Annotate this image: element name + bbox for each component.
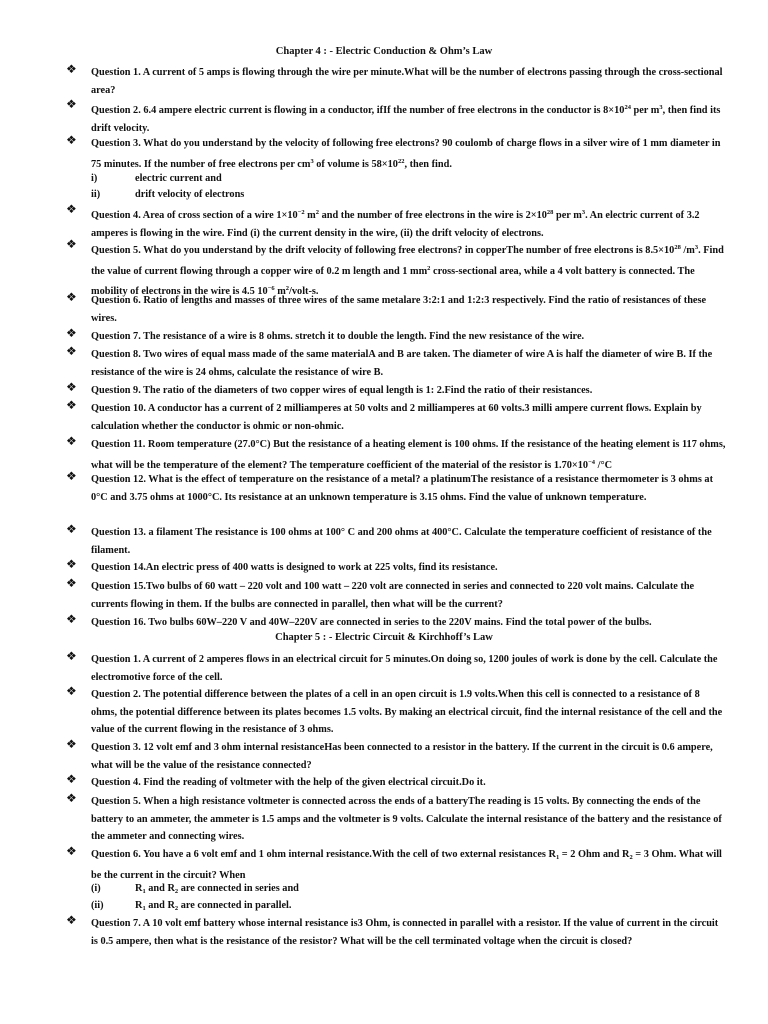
question-text: Question 8. Two wires of equal mass made of the same materialA and B are taken. The diameter of wire A is half the diameter of wire B. If the resistance of the wire is 24 ohms, calculate the resistance of wire B.	[91, 349, 713, 378]
diamond-bullet-icon: ❖	[66, 237, 77, 251]
question-text: Question 16. Two bulbs 60W–220 V and 40W–220V are connected in series to the 220V mains. Find the total power of the bulbs.	[91, 617, 652, 628]
chapter-4-title: Chapter 4 : - Electric Conduction & Ohm’s Law	[275, 46, 493, 57]
ch4-question-14	[66, 559, 726, 577]
ch4-question-4	[66, 204, 726, 242]
diamond-bullet-icon: ❖	[66, 469, 77, 483]
question-text: Question 12. What is the effect of temperature on the resistance of a metal? a platinumThe resistance of a resistance thermometer is 3 ohms at 0°C and 3.75 ohms at 1000°C. Its resistance at an unknown temperature is 3.15 ohms. Find the value of unknown temperature.	[91, 474, 714, 503]
ch4-question-11	[66, 436, 726, 474]
question-text: Question 9. The ratio of the diameters of two copper wires of equal length is 1: 2.Find the ratio of their resistances.	[91, 385, 593, 396]
ch4-q3-part-i: i) electric current and	[91, 173, 222, 184]
diamond-bullet-icon: ❖	[66, 791, 77, 805]
diamond-bullet-icon: ❖	[66, 772, 77, 786]
diamond-bullet-icon: ❖	[66, 290, 77, 304]
ch4-question-9	[66, 382, 726, 400]
diamond-bullet-icon: ❖	[66, 576, 77, 590]
ch4-question-16	[66, 614, 726, 632]
diamond-bullet-icon: ❖	[66, 844, 77, 858]
ch4-q3-part-ii: ii) drift velocity of electrons	[91, 189, 245, 200]
diamond-bullet-icon: ❖	[66, 557, 77, 571]
question-text: Question 10. A conductor has a current of 2 milliamperes at 50 volts and 2 milliamperes at 60 volts.3 milli ampere current flows. Explain by calculation whether the conductor is ohmic or non-ohmic.	[91, 403, 702, 432]
diamond-bullet-icon: ❖	[66, 344, 77, 358]
question-text: Question 1. A current of 2 amperes flows in an electrical circuit for 5 minutes.On doing so, 1200 joules of work is done by the cell. Calculate the electromotive force of the cell.	[91, 654, 718, 683]
diamond-bullet-icon: ❖	[66, 326, 77, 340]
diamond-bullet-icon: ❖	[66, 522, 77, 536]
question-text: Question 5. When a high resistance voltmeter is connected across the ends of a batteryThe reading is 15 volts. By connecting the ends of the battery to an ammeter, the ammeter is 1.5 amps and the voltmeter is 9 volts. Calculate the internal resistance of the battery and the resistance of the ammeter and connecting wires.	[91, 796, 722, 843]
diamond-bullet-icon: ❖	[66, 133, 77, 147]
ch4-question-1	[66, 64, 726, 99]
ch5-q6-part-ii: (ii) $R_1$ and $R_2$ are connected in parallel.	[91, 900, 292, 912]
question-text: Question 15.Two bulbs of 60 watt – 220 volt and 100 watt – 220 volt are connected in series and connected to 220 volt mains. Calculate the currents flowing in them. If the bulbs are connected in parallel, then what will be the current?	[91, 581, 695, 610]
question-text: Question 13. a filament The resistance is 100 ohms at 100° C and 200 ohms at 400°C. Calculate the temperature coefficient of resistance of the filament.	[91, 527, 712, 556]
ch4-question-10	[66, 400, 726, 435]
ch5-q6-part-i: (i) $R_1$ and $R_2$ are connected in series and	[91, 883, 299, 895]
ch4-question-12	[66, 471, 726, 506]
question-text: Question 5. What do you understand by the drift velocity of following free electrons? in copperThe number of free electrons is $8.5\times 10^{28}$ $/m^3$. Find the value of current flowing through a copper wire of 0.2 m length and 1 $mm^2$ cross-sectional area, while a 4 volt battery is connected. The mobility of electrons in the wire is 4.5 $10^{-6}$ $m^2/volt-s$.	[91, 244, 724, 298]
question-text: Question 4. Area of cross section of a wire $1\times 10^{-2}$ $m^2$ and the number of free electrons in the wire is $2\times 10^{28}$ per $m^3$. An electric current of 3.2 amperes is flowing in the wire. Find (i) the current density in the wire, (ii) the drift velocity of electrons.	[91, 209, 700, 239]
question-text: Question 6. Ratio of lengths and masses of three wires of the same metalare 3:2:1 and 1:2:3 respectively. Find the ratio of resistances of these wires.	[91, 295, 707, 324]
question-text: Question 1. A current of 5 amps is flowing through the wire per minute.What will be the number of electrons passing through the cross-sectional area?	[91, 67, 723, 96]
ch5-question-4	[66, 774, 726, 792]
diamond-bullet-icon: ❖	[66, 398, 77, 412]
diamond-bullet-icon: ❖	[66, 913, 77, 927]
diamond-bullet-icon: ❖	[66, 649, 77, 663]
question-text: Question 14.An electric press of 400 watts is designed to work at 225 volts, find its resistance.	[91, 562, 498, 573]
question-text: Question 11. Room temperature (27.0°C) But the resistance of a heating element is 100 ohms. If the resistance of the heating element is 117 ohms, what will be the temperature of the element? The temperature coefficient of the material of the resistor is $1.70\times 10^{-4}$ /°C	[91, 439, 726, 471]
ch4-question-6	[66, 292, 726, 327]
diamond-bullet-icon: ❖	[66, 202, 77, 216]
ch5-question-1	[66, 651, 726, 686]
ch4-question-15	[66, 578, 726, 613]
ch4-question-13	[66, 524, 726, 559]
ch4-question-3	[66, 135, 726, 173]
ch4-question-2	[66, 99, 726, 137]
ch5-question-6	[66, 846, 726, 884]
chapter-5-title: Chapter 5 : - Electric Circuit & Kirchhoff’s Law	[275, 632, 493, 643]
question-text: Question 3. 12 volt emf and 3 ohm internal resistanceHas been connected to a resistor in the battery. If the current in the circuit is 0.6 ampere, what will be the value of the resistance connected?	[91, 742, 713, 771]
diamond-bullet-icon: ❖	[66, 684, 77, 698]
question-text: Question 4. Find the reading of voltmeter with the help of the given electrical circuit.Do it.	[91, 777, 486, 788]
diamond-bullet-icon: ❖	[66, 612, 77, 626]
ch5-question-2	[66, 686, 726, 739]
question-text: Question 3. What do you understand by the velocity of following free electrons? 90 coulomb of charge flows in a silver wire of 1 mm diameter in 75 minutes. If the number of free electrons per $cm^3$ of volume is $58\times 10^{22}$, then find.	[91, 138, 721, 170]
question-text: Question 6. You have a 6 volt emf and 1 ohm internal resistance.With the cell of two external resistances $R_1 = 2$ Ohm and $R_2 = 3$ Ohm. What will be the current in the circuit? When	[91, 849, 722, 881]
ch5-question-7	[66, 915, 726, 950]
question-text: Question 2. The potential difference between the plates of a cell in an open circuit is 1.9 volts.When this cell is connected to a resistance of 8 ohms, the potential difference between its plates becomes 1.5 volts. By making an electrical circuit, find the internal resistance of the cell and the value of the current flowing in the resistance of 3 ohms.	[91, 689, 723, 736]
question-text: Question 7. The resistance of a wire is 8 ohms. stretch it to double the length. Find the new resistance of the wire.	[91, 331, 585, 342]
diamond-bullet-icon: ❖	[66, 737, 77, 751]
diamond-bullet-icon: ❖	[66, 97, 77, 111]
ch4-question-8	[66, 346, 726, 381]
ch5-question-3	[66, 739, 726, 774]
diamond-bullet-icon: ❖	[66, 434, 77, 448]
ch4-question-7	[66, 328, 726, 346]
question-text: Question 7. A 10 volt emf battery whose internal resistance is3 Ohm, is connected in parallel with a resistor. If the value of current in the circuit is 0.5 ampere, then what is the resistance of the resistor? What will be the cell terminated voltage when the circuit is closed?	[91, 918, 719, 947]
diamond-bullet-icon: ❖	[66, 380, 77, 394]
ch5-question-5	[66, 793, 726, 846]
question-text: Question 2. 6.4 ampere electric current is flowing in a conductor, ifIf the number of free electrons in the conductor is $8\times 10^{24}$ per $m^3$, then find its drift velocity.	[91, 104, 721, 134]
diamond-bullet-icon: ❖	[66, 62, 77, 76]
